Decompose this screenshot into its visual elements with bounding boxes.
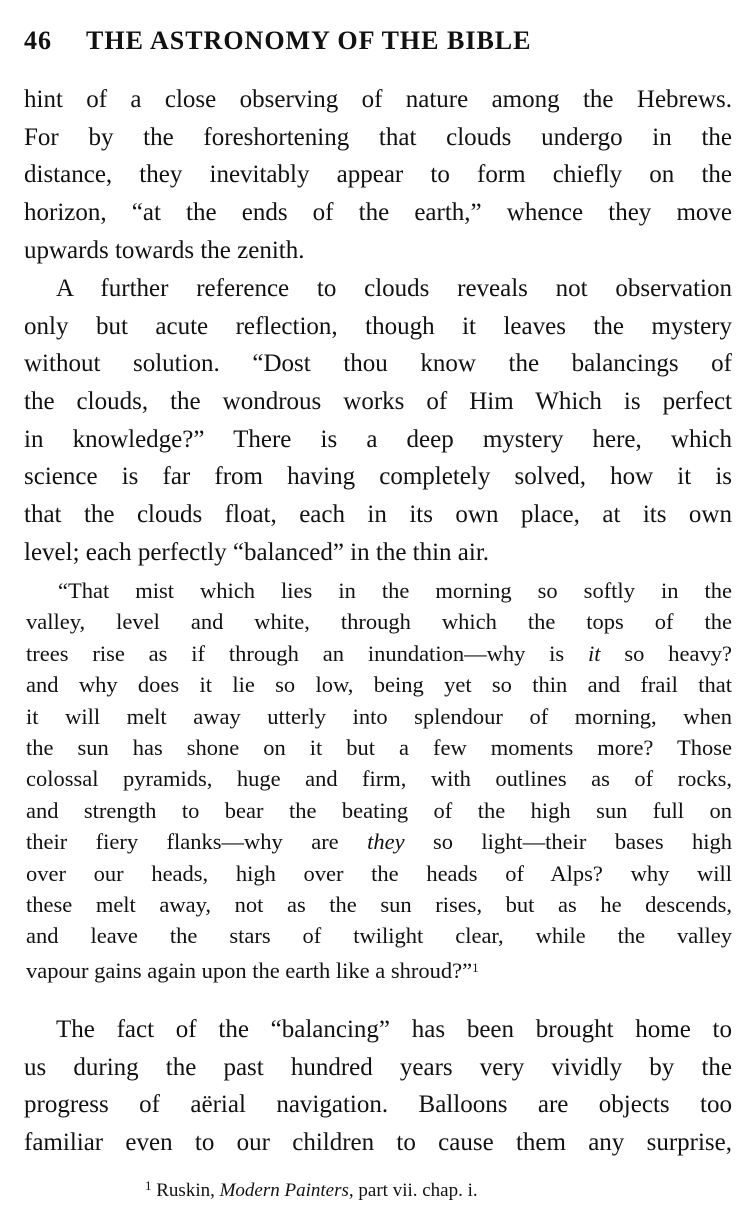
quote-line: trees rise as if through an inundation—why is it so heavy? [26,640,732,666]
text-line: hint of a close observing of nature among the Hebrews. [24,86,732,113]
quote-line: these melt away, not as the sun rises, but as he descends, [26,891,732,917]
quote-line: colossal pyramids, huge and firm, with outlines as of rocks, [26,766,732,792]
footnote-reference: 1 [472,959,479,975]
text-line: For by the foreshortening that clouds undergo in the [24,123,732,151]
text-line: in knowledge?” There is a deep mystery here, which [24,425,732,453]
quote-last-text: vapour gains again upon the earth like a shroud?” [26,957,473,983]
paragraph-2 [24,270,732,572]
text-line: A further reference to clouds reveals not observation [56,275,732,302]
page-number: 46 [24,26,52,55]
text-line: horizon, “at the ends of the earth,” whence they move [24,199,732,227]
text-line: The fact of the “balancing” has been brought home to [56,1016,732,1043]
quote-line: and strength to bear the beating of the high sun full on [26,797,732,823]
running-title: THE ASTRONOMY OF THE BIBLE [86,26,532,55]
text-line: distance, they inevitably appear to form chiefly on the [24,161,732,189]
quote-line [26,952,732,983]
quote-line: and why does it lie so low, being yet so thin and frail that [26,672,732,698]
footnote-author: Ruskin, [156,1180,220,1201]
text-line: without solution. “Dost thou know the balancings of [24,350,732,378]
quote-line: over our heads, high over the heads of Alps? why will [26,860,732,886]
footnote-work: Modern Painters [219,1180,349,1201]
text-line: familiar even to our children to cause them any surprise, [24,1129,732,1157]
paragraph-3 [24,1011,732,1162]
text-line: level; each perfectly “balanced” in the thin air. [24,538,490,566]
quote-line: their fiery flanks—why are they so light—their bases high [26,829,732,855]
text-line: that the clouds float, each in its own place, at its own [24,501,732,529]
quote-line: “That mist which lies in the morning so softly in the [58,578,732,603]
block-quote [26,575,732,983]
quote-line: it will melt away utterly into splendour of morning, when [26,703,732,729]
text-line: the clouds, the wondrous works of Him Which is perfect [24,388,732,416]
paragraph-1 [24,81,732,269]
emphasis: it [588,640,601,666]
quote-line: the sun has shone on it but a few moments more? Those [26,734,732,760]
text-line: only but acute reflection, though it leaves the mystery [24,312,732,340]
running-header [24,26,684,56]
text-line: progress of aërial navigation. Balloons are objects too [24,1091,732,1119]
footnote-location: , part vii. chap. i. [348,1180,478,1201]
text-line: upwards towards the zenith. [24,236,305,264]
quote-line: and leave the stars of twilight clear, while the valley [26,923,732,949]
quote-line: valley, level and white, through which the tops of the [26,609,732,635]
footnote-marker: 1 [145,1178,152,1193]
footnote [145,1178,478,1202]
text-line: science is far from having completely solved, how it is [24,463,732,491]
emphasis: they [367,829,405,855]
text-line: us during the past hundred years very vividly by the [24,1053,732,1081]
